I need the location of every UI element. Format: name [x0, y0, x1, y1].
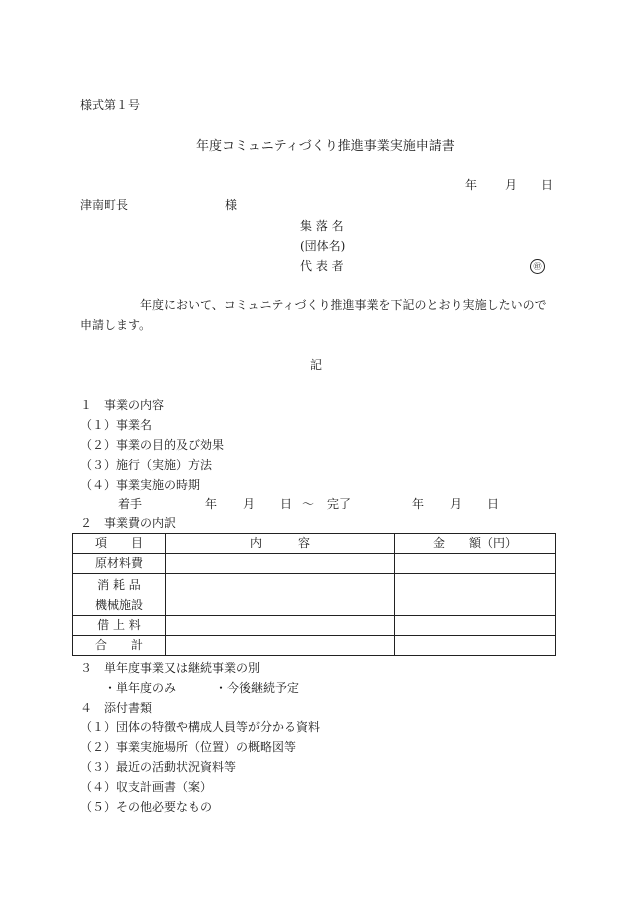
cost-breakdown-table — [72, 533, 556, 656]
period-end-label: 完了 — [327, 497, 352, 511]
body-text-line2: 申請します。 — [80, 318, 152, 332]
row-item-rental: 借 上 料 — [73, 616, 166, 636]
attachment-item: （５）その他必要なもの — [80, 800, 213, 814]
attachment-item: （２）事業実施場所（位置）の概略図等 — [80, 740, 297, 754]
page-title: 年度コミュニティづくり推進事業実施申請書 — [196, 139, 455, 154]
group-name-label: (団体名) — [300, 239, 346, 253]
period-end-day: 日 — [487, 497, 500, 511]
table-row — [73, 616, 556, 636]
section1-heading: １ 事業の内容 — [80, 398, 165, 412]
village-name-label: 集 落 名 — [300, 219, 344, 233]
row-content-cell[interactable] — [166, 574, 395, 616]
addressee-honorific: 様 — [225, 198, 238, 212]
table-row — [73, 574, 556, 616]
header-amount: 金 額（円） — [395, 534, 556, 554]
row-item-consumables-equipment — [73, 574, 166, 616]
period-start-day: 日 — [280, 497, 293, 511]
header-content: 内 容 — [166, 534, 395, 554]
row-item-total: 合 計 — [73, 636, 166, 656]
table-row — [73, 554, 556, 574]
section4-heading: ４ 添付書類 — [80, 701, 153, 715]
form-number: 様式第１号 — [80, 98, 141, 112]
row-content-cell[interactable] — [166, 554, 395, 574]
period-start-label: 着手 — [118, 497, 143, 511]
ki-marker: 記 — [310, 358, 323, 372]
period-start-month: 月 — [243, 497, 256, 511]
row-item-equipment: 機械施設 — [94, 597, 143, 612]
attachment-item: （１）団体の特徴や構成人員等が分かる資料 — [80, 720, 321, 734]
row-item-consumables: 消 耗 品 — [97, 577, 141, 592]
period-tilde: ～ — [302, 497, 315, 511]
addressee-name: 津南町長 — [80, 198, 129, 212]
section1-item: （３）施行（実施）方法 — [80, 458, 213, 472]
date-day-label: 日 — [541, 178, 554, 192]
option-single-year: ・単年度のみ — [104, 681, 177, 695]
attachment-item: （３）最近の活動状況資料等 — [80, 760, 237, 774]
option-continuing: ・今後継続予定 — [215, 681, 300, 695]
period-end-month: 月 — [450, 497, 463, 511]
section1-item: （２）事業の目的及び効果 — [80, 438, 225, 452]
row-amount-cell[interactable] — [395, 616, 556, 636]
row-amount-cell[interactable] — [395, 636, 556, 656]
row-content-cell[interactable] — [166, 636, 395, 656]
row-amount-cell[interactable] — [395, 574, 556, 616]
date-year-label: 年 — [465, 178, 478, 192]
body-text-line1: 年度において、コミュニティづくり推進事業を下記のとおり実施したいので — [140, 298, 547, 312]
section2-heading: ２ 事業費の内訳 — [80, 516, 177, 530]
header-item: 項 目 — [73, 534, 166, 554]
attachment-item: （４）収支計画書（案） — [80, 780, 213, 794]
section1-item: （１）事業名 — [80, 418, 153, 432]
representative-label: 代 表 者 — [300, 259, 344, 273]
row-amount-cell[interactable] — [395, 554, 556, 574]
table-row — [73, 636, 556, 656]
period-end-year: 年 — [412, 497, 425, 511]
period-start-year: 年 — [205, 497, 218, 511]
date-month-label: 月 — [505, 178, 518, 192]
row-content-cell[interactable] — [166, 616, 395, 636]
section3-heading: ３ 単年度事業又は継続事業の別 — [80, 661, 261, 675]
section1-item: （４）事業実施の時期 — [80, 478, 201, 492]
seal-mark-icon: ㊞ — [530, 259, 545, 274]
table-header-row — [73, 534, 556, 554]
row-item-materials: 原材料費 — [73, 554, 166, 574]
